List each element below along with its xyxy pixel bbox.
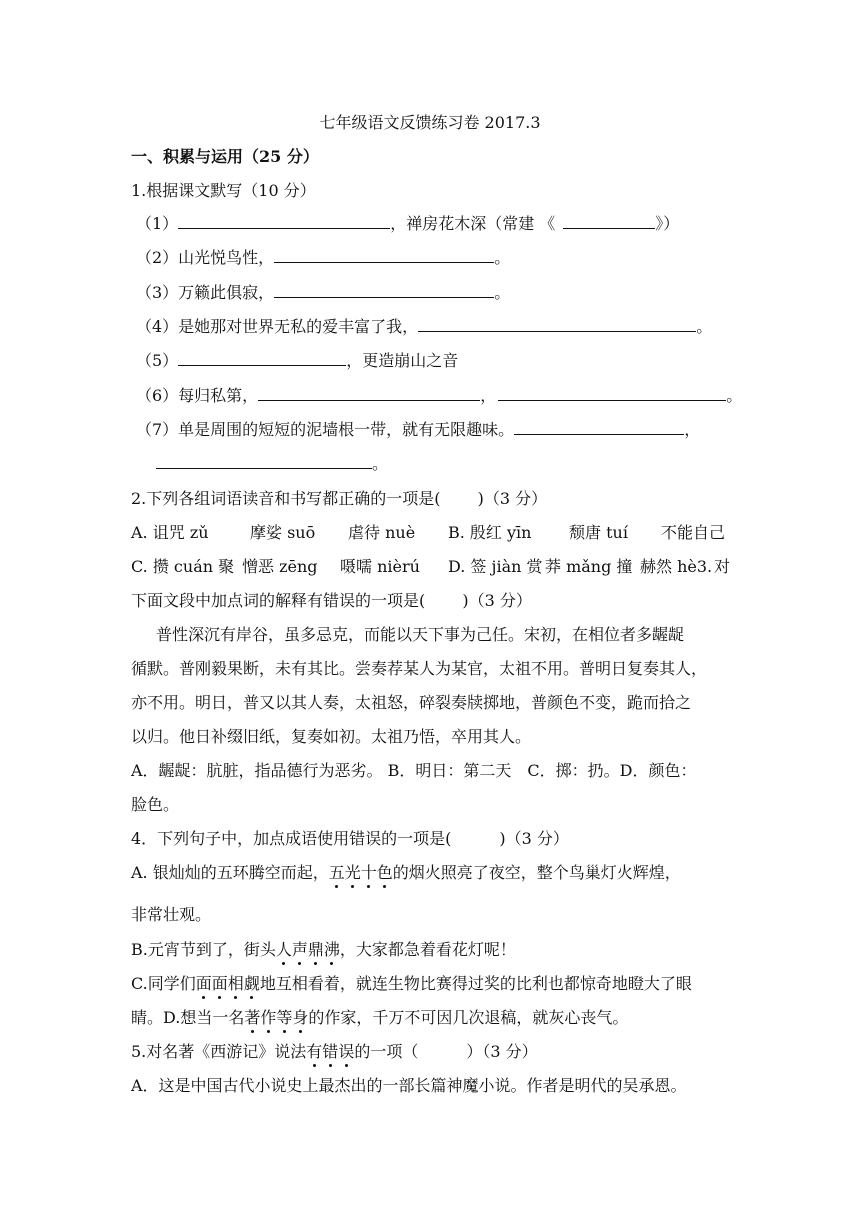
q1-item-7: （7）单是周围的短短的泥墙根一带，就有无限趣味。 ， [136,420,701,439]
section-heading: 一、积累与运用（25 分） [131,147,319,166]
dotted-idiom: 面面相觑 [195,974,260,993]
answer-blank[interactable] [178,351,346,366]
q1-item-5: （5） ，更造崩山之音 [136,351,459,370]
q2-option-c-word3: 嗫嚅 nièrú [340,557,420,576]
q4-option-a-cont: 非常壮观。 [131,905,212,924]
q4-option-a: A. 银灿灿的五环腾空而起，五光十色的烟火照亮了夜空，整个鸟巢灯火辉煌， [131,863,681,882]
q2-option-a-word2: 摩娑 suō [250,523,316,542]
question-3-stem: 下面文段中加点词的解释有错误的一项是( )（3 分） [131,591,532,610]
dotted-phrase: 有错误 [306,1042,355,1061]
q4-option-b: B.元宵节到了，街头人声鼎沸，大家都急着看花灯呢！ [131,940,516,959]
q2-option-d: D. 签 jiàn 赏 [448,557,543,576]
question-1-stem: 1.根据课文默写（10 分） [131,181,316,200]
q1-item-1: （1） ，禅房花木深（常建 《 》） [136,214,680,233]
q1-item-6: （6）每归私第， ， 。 [136,386,743,405]
answer-blank[interactable] [178,214,390,229]
q1-item-4: （4）是她那对世界无私的爱丰富了我， 。 [136,317,713,336]
answer-blank[interactable] [514,420,684,435]
q2-option-c: C. 攒 cuán 聚 [131,557,235,576]
answer-blank[interactable] [274,248,494,263]
q2-option-a: A. 诅咒 zǔ [131,523,209,542]
answer-blank[interactable] [563,214,655,229]
passage-line: 循默。普刚毅果断，未有其比。尝奏荐某人为某官，太祖不用。普明日复奏其人， [131,659,708,678]
passage-line: 以归。他日补缀旧纸，复奏如初。太祖乃悟，卒用其人。 [131,727,532,746]
q1-item-2: （2）山光悦鸟性， 。 [136,248,511,267]
question-4-stem: 4．下列句子中，加点成语使用错误的一项是( )（3 分） [131,829,569,848]
q2-option-b-word2: 颓唐 tuí [569,523,628,542]
q1-item-3: （3）万籁此俱寂， 。 [136,283,511,302]
page-title: 七年级语文反馈练习卷 2017.3 [319,113,541,132]
question-5-stem: 5.对名著《西游记》说法有错误的一项（ ）（3 分） [131,1042,538,1061]
passage-line: 普性深沉有岸谷，虽多忌克，而能以天下事为己任。宋初，在相位者多龌龊 [156,625,685,644]
question-2-stem: 2.下列各组词语读音和书写都正确的一项是( )（3 分） [131,489,548,508]
q3-options: A．龌龊：肮脏，指品德行为恶劣。 B．明日：第二天 C．掷：扔。D．颜色： [131,761,697,780]
q2-option-d-word3: 赫然 hè3. [640,557,713,576]
answer-blank[interactable] [274,283,494,298]
q2-option-c-word2: 憎恶 zēng [242,557,318,576]
passage-line: 亦不用。明日，普又以其人奏，太祖怒，碎裂奏牍掷地，普颜色不变，跪而拾之 [131,693,692,712]
answer-blank[interactable] [258,386,480,401]
q4-option-d: 睛。D.想当一名著作等身的作家，千万不可因几次退稿，就灰心丧气。 [131,1008,629,1027]
dotted-idiom: 人声鼎沸 [275,940,340,959]
q2-option-a-word3: 虐待 nuè [348,523,416,542]
q3-number-fragment: 对 [714,557,731,576]
answer-blank[interactable] [418,317,696,332]
q1-item-7-cont: 。 [156,453,388,475]
dotted-idiom: 五光十色 [328,863,393,882]
answer-blank[interactable] [498,386,726,401]
q2-option-b: B. 殷红 yīn [448,523,532,542]
q2-option-b-word3: 不能自己 [661,523,726,542]
answer-blank[interactable] [156,454,372,469]
dotted-idiom: 著作等身 [244,1008,309,1027]
q5-option-a: A．这是中国古代小说史上最杰出的一部长篇神魔小说。作者是明代的吴承恩。 [131,1076,687,1095]
q3-options-cont: 脸色。 [131,795,180,814]
q2-option-d-word2: 莽 mǎng 撞 [545,557,633,576]
q4-option-c: C.同学们面面相觑地互相看着，就连生物比赛得过奖的比利也都惊奇地瞪大了眼 [131,974,692,993]
